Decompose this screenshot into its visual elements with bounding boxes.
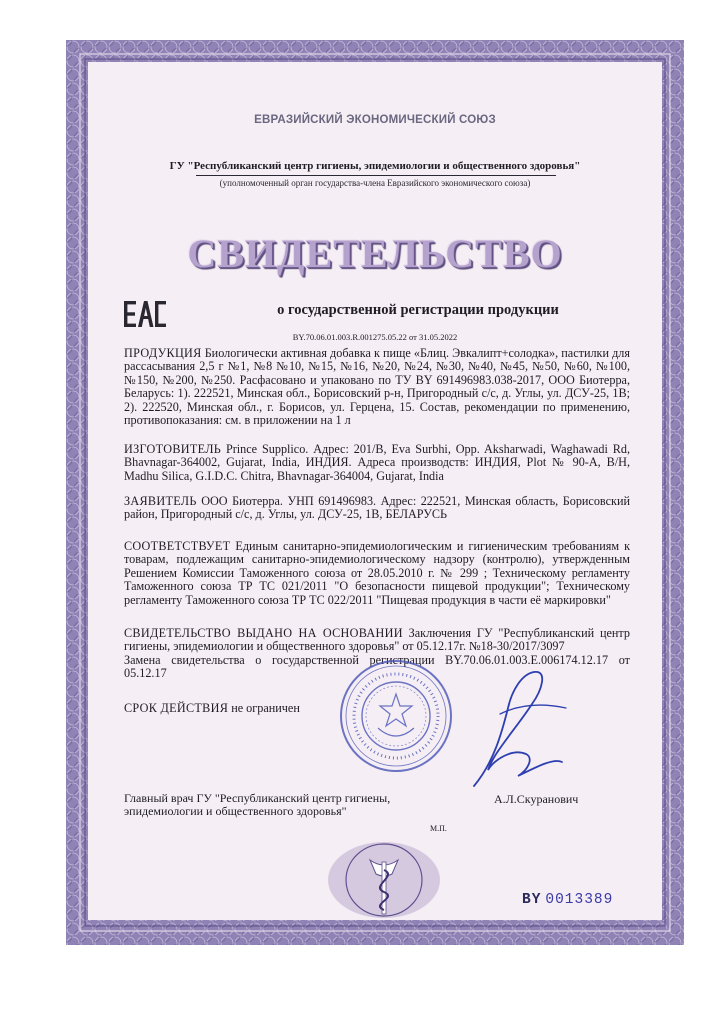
manufacturer-label: ИЗГОТОВИТЕЛЬ (124, 442, 222, 456)
replacement-text: Замена свидетельства о государственной регистрации BY.70.06.01.003.E.006174.12.17 от 05.12.17 (124, 652, 630, 681)
manufacturer-section (124, 443, 630, 483)
document-subtitle: о государственной регистрации продукции (277, 302, 559, 318)
manufacturer-text: Prince Supplico. Адрес: 201/B, Eva Surbhi, Opp. Aksharwadi, Waghawadi Rd, Bhavnagar-364002, Gujarat, India, ИНДИЯ. Адреса производств: ИНДИЯ, Plot № 90-A, B/H, Madhu Silica, G.I.D.C. Chitra, Bhavnagar-364004, Gujarat, India (124, 442, 630, 483)
product-label: ПРОДУКЦИЯ (124, 346, 202, 360)
issuing-organization: ГУ "Республиканский центр гигиены, эпидемиологии и общественного здоровья" (169, 160, 581, 172)
document-title: СВИДЕТЕЛЬСТВО (187, 231, 563, 276)
certificate-sheet (66, 40, 684, 945)
serial-prefix: BY (522, 892, 542, 908)
signature-icon (434, 666, 570, 788)
serial-number (522, 892, 613, 908)
serial-digits: 0013389 (545, 892, 614, 908)
certificate-body (88, 62, 662, 920)
seal-place: М.П. (430, 824, 447, 833)
signer-name: А.Л.Скуранович (494, 792, 579, 806)
validity-label: СРОК ДЕЙСТВИЯ (124, 701, 229, 715)
rod-of-asclepius-icon (326, 840, 442, 920)
organization-underline (196, 175, 556, 176)
certificate-number: BY.70.06.01.003.R.001275.05.22 от 31.05.2022 (292, 332, 458, 342)
conformity-text: Единым санитарно-эпидемиологическим и гигиеническим требованиям к товарам, подлежащим санитарно-эпидемиологическому надзору (контролю), утвержденным Решением Комиссии Таможенного союза от 28.05.2010 г. № 299 ; Техническому регламенту Таможенного союза ТР ТС 021/2011 "О безопасности пищевой продукции"; Техническому регламенту Таможенного союза ТР ТС 022/2011 "Пищевая продукция в части её маркировки" (124, 539, 630, 607)
applicant-text: ООО Биотерра. УНП 691496983. Адрес: 222521, Минская область, Борисовский район, Пригородный с/с, д. Углы, ул. ДСУ-25, 1В, БЕЛАРУСЬ (124, 494, 630, 522)
conformity-section (124, 540, 630, 607)
eac-logo-icon (122, 297, 168, 337)
signer-position: Главный врач ГУ "Республиканский центр гигиены, эпидемиологии и общественного здоровья" (124, 791, 391, 819)
union-title: ЕВРАЗИЙСКИЙ ЭКОНОМИЧЕСКИЙ СОЮЗ (254, 114, 496, 126)
applicant-section (124, 495, 630, 522)
product-text: Биологически активная добавка к пище «Блиц. Эвкалипт+солодка», пастилки для рассасывания 2,5 г №1, №8 №10, №15, №16, №20, №24, №30, №40, №45, №50, №60, №100, №150, №200, №250. Расфасовано и упаковано по ТУ BY 691496983.038-2017, ООО Биотерра, Беларусь: 1). 222521, Минская обл., Борисовский р-н, Пригородный с/с, д. Углы, ул. ДСУ-25, 1В; 2). 222520, Минская обл., г. Борисов, ул. Герцена, 15. Состав, рекомендации по применению, противопоказания: см. в приложении на 1 л (124, 346, 630, 428)
conformity-label: СООТВЕТСТВУЕТ (124, 539, 231, 553)
validity-text: не ограничен (231, 701, 300, 715)
applicant-label: ЗАЯВИТЕЛЬ (124, 494, 197, 508)
product-section (124, 347, 630, 427)
organization-note: (уполномоченный орган государства-члена Евразийского экономического союза) (219, 178, 531, 188)
basis-text: Заключения ГУ "Республиканский центр гигиены, эпидемиологии и общественного здоровья" от 05.12.17г. №18-30/2017/3097 (124, 626, 630, 654)
basis-label: СВИДЕТЕЛЬСТВО ВЫДАНО НА ОСНОВАНИИ (124, 626, 403, 640)
